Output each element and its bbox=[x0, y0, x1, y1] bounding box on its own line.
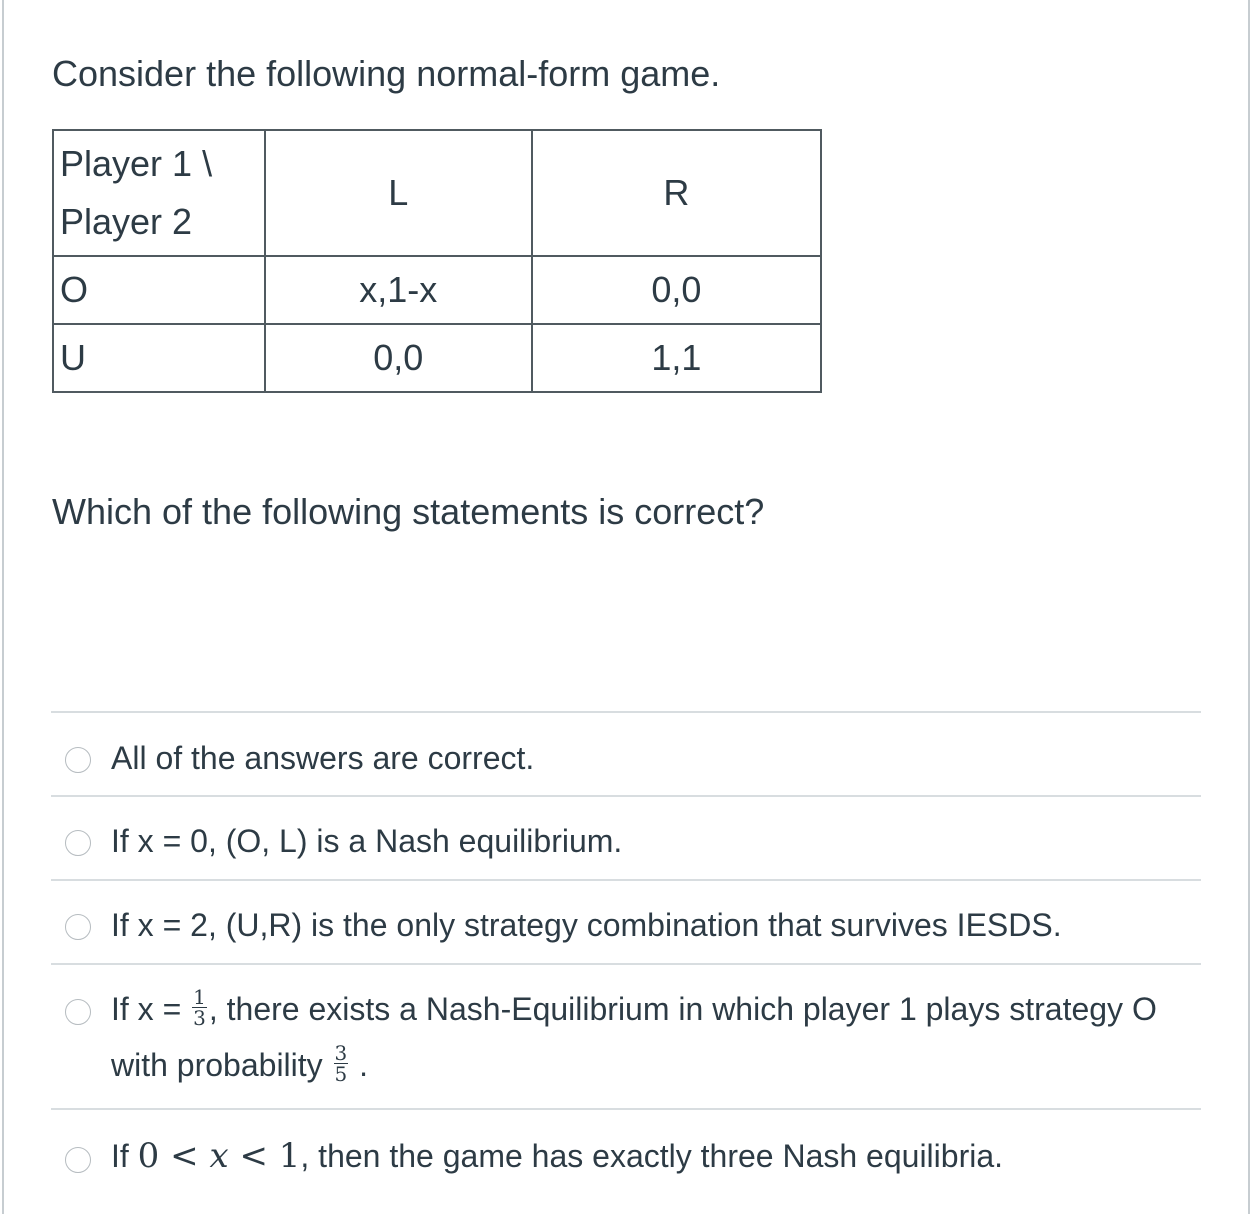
math-less-than: < bbox=[239, 1136, 268, 1176]
fraction-three-fifths bbox=[334, 1041, 349, 1087]
answer-option[interactable] bbox=[51, 1110, 1201, 1208]
math-variable-x: x bbox=[209, 1136, 229, 1176]
payoff-cell: 1,1 bbox=[532, 324, 821, 392]
question-text: Which of the following statements is correct? bbox=[52, 491, 765, 532]
corner-label-line2: Player 2 bbox=[60, 201, 193, 242]
table-row bbox=[53, 324, 821, 392]
fraction-one-third bbox=[192, 985, 207, 1031]
answer-label bbox=[111, 1128, 1003, 1184]
radio-button[interactable] bbox=[65, 914, 91, 940]
radio-button[interactable] bbox=[65, 1147, 91, 1173]
col-header-R: R bbox=[532, 130, 821, 256]
answer-text-suffix: . bbox=[350, 1047, 369, 1083]
answer-text-prefix: If bbox=[111, 1138, 138, 1174]
col-header-L: L bbox=[265, 130, 532, 256]
payoff-table bbox=[52, 129, 822, 393]
row-label: O bbox=[53, 256, 265, 324]
answer-label: If x = 0, (O, L) is a Nash equilibrium. bbox=[111, 823, 623, 859]
table-header-row bbox=[53, 130, 821, 256]
math-less-than: < bbox=[170, 1136, 199, 1176]
payoff-cell: 0,0 bbox=[532, 256, 821, 324]
answer-text-prefix: If x = bbox=[111, 991, 191, 1027]
fraction-numerator: 3 bbox=[334, 1041, 348, 1066]
answer-list bbox=[51, 711, 1201, 1208]
answer-label: If x = 2, (U,R) is the only strategy combination that survives IESDS. bbox=[111, 907, 1062, 943]
answer-option[interactable] bbox=[51, 881, 1201, 965]
fraction-numerator: 1 bbox=[193, 985, 206, 1010]
answer-option[interactable] bbox=[51, 965, 1201, 1110]
answer-option[interactable] bbox=[51, 797, 1201, 881]
corner-label-line1: Player 1 \ bbox=[60, 143, 213, 184]
math-inequality bbox=[138, 1136, 301, 1176]
math-one: 1 bbox=[278, 1136, 301, 1176]
answer-option[interactable] bbox=[51, 713, 1201, 797]
intro-text: Consider the following normal-form game. bbox=[52, 53, 721, 94]
table-row bbox=[53, 256, 821, 324]
payoff-cell: 0,0 bbox=[265, 324, 532, 392]
math-zero: 0 bbox=[137, 1136, 160, 1176]
radio-button[interactable] bbox=[65, 747, 91, 773]
answer-label bbox=[111, 981, 1181, 1093]
row-label: U bbox=[53, 324, 265, 392]
fraction-denominator: 5 bbox=[334, 1062, 348, 1087]
answer-text-middle: , there exists a Nash-Equilibrium in which player 1 plays strategy O with probability bbox=[111, 991, 1157, 1083]
radio-button[interactable] bbox=[65, 830, 91, 856]
answer-text-suffix: , then the game has exactly three Nash equilibria. bbox=[300, 1138, 1004, 1174]
payoff-cell: x,1-x bbox=[265, 256, 532, 324]
answer-label: All of the answers are correct. bbox=[111, 740, 535, 776]
radio-button[interactable] bbox=[65, 999, 91, 1025]
fraction-denominator: 3 bbox=[193, 1006, 206, 1031]
corner-cell bbox=[53, 130, 265, 256]
